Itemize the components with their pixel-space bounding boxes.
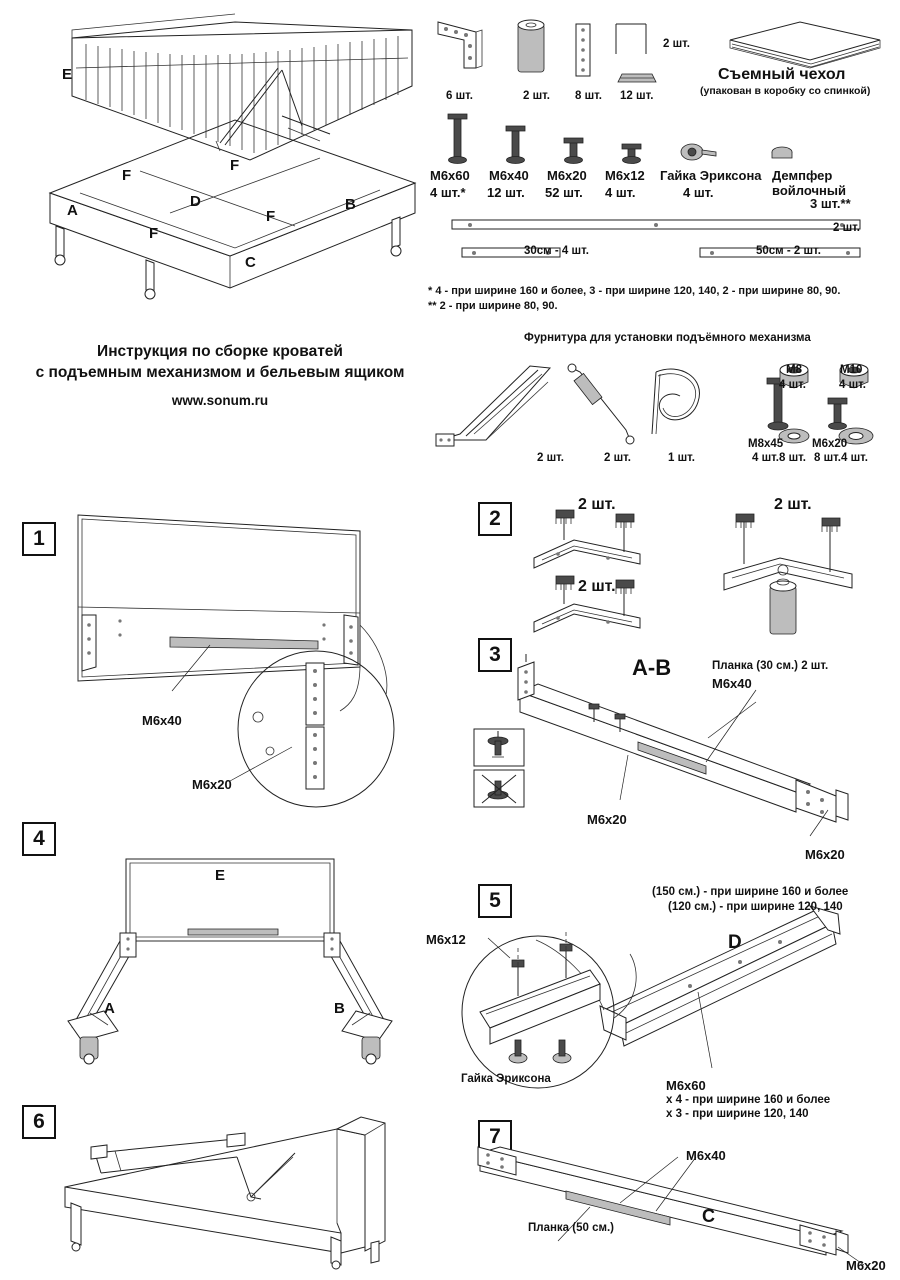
step-5-m6x60-note-2: x 3 - при ширине 120, 140 bbox=[666, 1108, 809, 1120]
overview-label-D: D bbox=[190, 193, 201, 210]
lift-kit-heading: Фурнитура для установки подъёмного механизма bbox=[524, 332, 811, 344]
footnote-2: ** 2 - при ширине 80, 90. bbox=[428, 300, 558, 312]
bolt-m8x45-name: M8x45 bbox=[748, 438, 784, 450]
step-1-fastener-m6x20: M6x20 bbox=[192, 777, 232, 792]
bar-30-label: 30см - 4 шт. bbox=[524, 245, 589, 257]
mech-qty: 2 шт. bbox=[537, 452, 564, 464]
step-5-label-D: D bbox=[728, 932, 742, 953]
bolt-0-qty: 4 шт.* bbox=[430, 185, 466, 200]
step-3-drawing bbox=[510, 650, 890, 840]
nut-m8-qty: 4 шт. bbox=[779, 379, 806, 391]
bolt-1-name: M6x40 bbox=[489, 168, 529, 183]
erikson-nut-name: Гайка Эриксона bbox=[660, 168, 762, 183]
step-4-drawing bbox=[62, 845, 402, 1065]
step-4-label-A: A bbox=[104, 1000, 115, 1017]
overview-label-F2: F bbox=[230, 157, 240, 174]
gas-spring-qty: 2 шт. bbox=[604, 452, 631, 464]
bolt-3-qty: 4 шт. bbox=[605, 185, 636, 200]
overview-label-F1: F bbox=[122, 167, 132, 184]
overview-label-C: C bbox=[245, 254, 256, 271]
step-3-m6x20-b: M6x20 bbox=[805, 847, 845, 862]
nut-m8-name: M8 bbox=[786, 364, 802, 376]
felt-damper-name: Демпфер войлочный bbox=[772, 168, 846, 198]
step-5-m6x60: M6x60 bbox=[666, 1078, 706, 1093]
step-5-m6x12: M6x12 bbox=[426, 932, 466, 947]
erikson-nut-qty: 4 шт. bbox=[683, 185, 714, 200]
step-3-m6x20-a: M6x20 bbox=[587, 812, 627, 827]
bolt-m8x45-qty: 4 шт. bbox=[752, 452, 779, 464]
document-title bbox=[20, 342, 420, 384]
bolt-m6x20-name: M6x20 bbox=[812, 438, 848, 450]
cover-title: Съемный чехол bbox=[718, 66, 846, 83]
step-2-qty-left-top: 2 шт. bbox=[578, 496, 616, 513]
felt-damper-qty: 3 шт.** bbox=[810, 196, 851, 211]
step-2-number: 2 bbox=[478, 502, 512, 536]
step-5-note-2: (120 см.) - при ширине 120, 140 bbox=[668, 901, 843, 913]
bracket-qty: 6 шт. bbox=[446, 90, 473, 102]
step-3-plank-label: Планка (30 см.) 2 шт. bbox=[712, 660, 829, 672]
cover-subtitle: (упакован в коробку со спинкой) bbox=[700, 85, 871, 97]
step-6-drawing bbox=[55, 1095, 405, 1270]
title-line-1: Инструкция по сборке кроватей bbox=[97, 343, 343, 360]
step-2-drawing bbox=[512, 498, 892, 648]
washer-8-qty: 8 шт. bbox=[779, 452, 806, 464]
step-7-label-C: C bbox=[702, 1206, 715, 1226]
bolt-0-name: M6x60 bbox=[430, 168, 470, 183]
step-6-number: 6 bbox=[22, 1105, 56, 1139]
step-1-number: 1 bbox=[22, 522, 56, 556]
overview-label-F3: F bbox=[149, 225, 159, 242]
nut-m10-qty: 4 шт. bbox=[839, 379, 866, 391]
step-3-section-label: A-B bbox=[632, 655, 672, 680]
bar-50-label: 50см - 2 шт. bbox=[756, 245, 821, 257]
bolt-1-qty: 12 шт. bbox=[487, 185, 525, 200]
overview-label-F4: F bbox=[266, 208, 276, 225]
step-4-label-B: B bbox=[334, 1000, 345, 1017]
bar-long-qty: 2 шт. bbox=[833, 222, 860, 234]
overview-label-A: A bbox=[67, 202, 78, 219]
step-5-number: 5 bbox=[478, 884, 512, 918]
footnote-1: * 4 - при ширине 160 и более, 3 - при ширине 120, 140, 2 - при ширине 80, 90. bbox=[428, 285, 841, 297]
step-4-label-E: E bbox=[215, 867, 226, 884]
bolt-3-name: M6x12 bbox=[605, 168, 645, 183]
strap-qty: 1 шт. bbox=[668, 452, 695, 464]
pad-qty: 12 шт. bbox=[620, 90, 654, 102]
bolt-2-name: M6x20 bbox=[547, 168, 587, 183]
overview-label-B: B bbox=[345, 196, 356, 213]
step-2-qty-left-bottom: 2 шт. bbox=[578, 578, 616, 595]
step-5-note-1: (150 см.) - при ширине 160 и более bbox=[652, 886, 849, 898]
nut-m10-name: M10 bbox=[840, 364, 863, 376]
step-1-fastener-m6x40: M6x40 bbox=[142, 713, 182, 728]
step-5-drawing bbox=[440, 900, 880, 1100]
step-2-qty-right: 2 шт. bbox=[774, 496, 812, 513]
title-line-2: с подъемным механизмом и бельевым ящиком bbox=[35, 363, 405, 381]
step-3-hint-icons bbox=[472, 727, 528, 809]
bars-drawings bbox=[430, 215, 890, 265]
step-7-number: 7 bbox=[478, 1120, 512, 1154]
step-3-m6x40: M6x40 bbox=[712, 676, 752, 691]
step-5-erikson-nut: Гайка Эриксона bbox=[461, 1073, 551, 1085]
step-3-number: 3 bbox=[478, 638, 512, 672]
step-7-plank-label: Планка (50 см.) bbox=[528, 1222, 615, 1234]
bolt-2-qty: 52 шт. bbox=[545, 185, 583, 200]
step-7-drawing bbox=[470, 1145, 890, 1275]
washer-10-qty: 4 шт. bbox=[841, 452, 868, 464]
plate-qty: 8 шт. bbox=[575, 90, 602, 102]
bolts-drawings bbox=[430, 110, 890, 165]
step-7-m6x40: M6x40 bbox=[686, 1148, 726, 1163]
step-1-drawing bbox=[60, 495, 400, 815]
roller-qty: 2 шт. bbox=[523, 90, 550, 102]
step-5-m6x60-note-1: x 4 - при ширине 160 и более bbox=[666, 1094, 831, 1106]
overview-label-E: E bbox=[62, 66, 73, 83]
bolt-m6x20-qty: 8 шт. bbox=[814, 452, 841, 464]
step-7-m6x20: M6x20 bbox=[846, 1258, 886, 1273]
step-4-number: 4 bbox=[22, 822, 56, 856]
website-url: www.sonum.ru bbox=[171, 393, 269, 408]
bed-overview-drawing bbox=[20, 8, 430, 318]
wire-qty: 2 шт. bbox=[663, 38, 690, 50]
